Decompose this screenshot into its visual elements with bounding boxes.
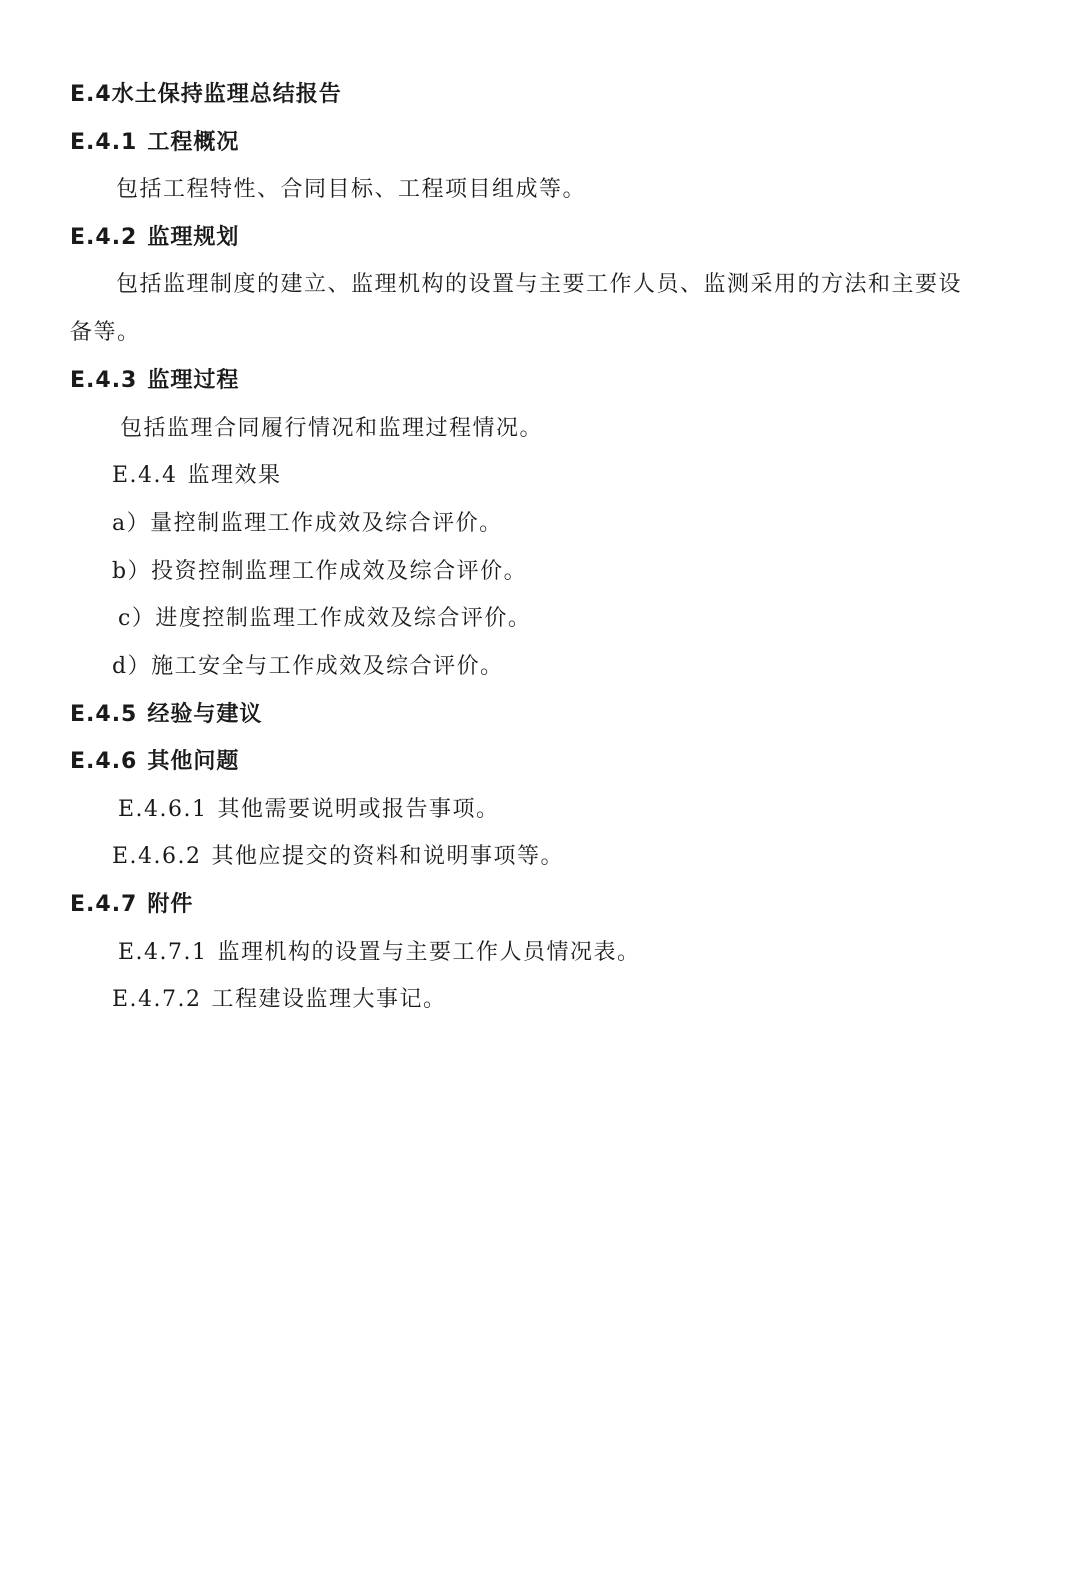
subsection-e472 <box>112 985 447 1015</box>
section-body-e42-line1: 包括监理制度的建立、监理机构的设置与主要工作人员、监测采用的方法和主要设 <box>116 272 963 297</box>
title-text: 水土保持监理总结报告 <box>111 82 342 107</box>
section-title: 附件 <box>147 892 194 917</box>
section-title: 其他问题 <box>147 749 240 774</box>
subsection-text: 其他需要说明或报告事项。 <box>217 797 500 822</box>
list-item: a）量控制监理工作成效及综合评价。 <box>112 511 503 536</box>
section-title: 监理效果 <box>187 463 282 488</box>
section-heading-e46 <box>70 747 239 777</box>
subsection-text: 工程建设监理大事记。 <box>211 987 447 1012</box>
section-number: E.4.5 <box>70 702 138 727</box>
section-heading-e41 <box>70 128 239 158</box>
section-body-e41: 包括工程特性、合同目标、工程项目组成等。 <box>116 177 587 202</box>
section-heading-e47 <box>70 890 193 920</box>
section-body-e42-line2: 备等。 <box>70 320 141 345</box>
section-number: E.4.6 <box>70 749 138 774</box>
document-title <box>70 80 342 110</box>
section-title: 监理规划 <box>147 225 240 250</box>
section-heading-e43 <box>70 366 239 396</box>
list-item: c）进度控制监理工作成效及综合评价。 <box>118 606 532 631</box>
title-number: E.4 <box>70 82 112 107</box>
section-number: E.4.7 <box>70 892 138 917</box>
subsection-number: E.4.6.2 <box>112 844 202 869</box>
subsection-number: E.4.7.1 <box>118 940 208 965</box>
section-number: E.4.1 <box>70 130 138 155</box>
list-item: b）投资控制监理工作成效及综合评价。 <box>112 559 528 584</box>
section-number: E.4.3 <box>70 368 138 393</box>
section-number: E.4.2 <box>70 225 138 250</box>
subsection-text: 监理机构的设置与主要工作人员情况表。 <box>217 940 641 965</box>
subsection-e462 <box>112 842 564 872</box>
subsection-e471 <box>118 938 641 968</box>
section-title: 监理过程 <box>147 368 240 393</box>
section-heading-e45 <box>70 700 262 730</box>
subsection-number: E.4.7.2 <box>112 987 202 1012</box>
list-item: d）施工安全与工作成效及综合评价。 <box>112 654 504 679</box>
subsection-e461 <box>118 795 500 825</box>
subsection-number: E.4.6.1 <box>118 797 208 822</box>
section-title: 工程概况 <box>147 130 240 155</box>
section-body-e43: 包括监理合同履行情况和监理过程情况。 <box>120 416 544 441</box>
subsection-text: 其他应提交的资料和说明事项等。 <box>211 844 565 869</box>
section-heading-e44 <box>112 461 282 491</box>
section-title: 经验与建议 <box>147 702 263 727</box>
section-number: E.4.4 <box>112 463 178 488</box>
section-heading-e42 <box>70 223 239 253</box>
